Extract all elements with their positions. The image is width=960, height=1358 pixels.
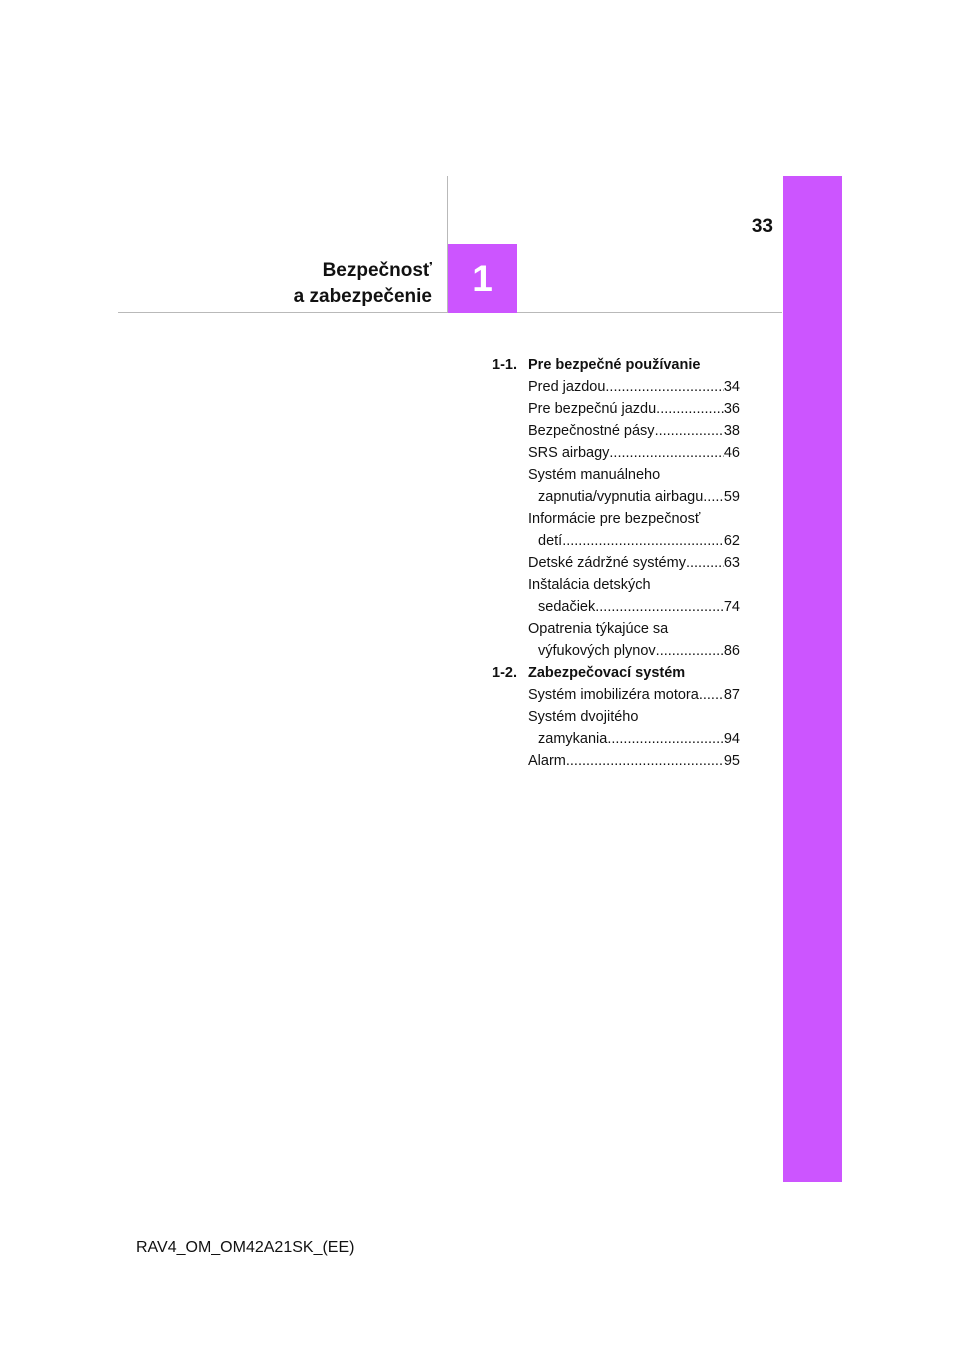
- toc-leader-dots: [609, 442, 723, 464]
- chapter-title-line-2: a zabezpečenie: [293, 286, 432, 307]
- toc-entry-title: Pred jazdou: [528, 379, 606, 395]
- table-of-contents: [492, 354, 740, 772]
- toc-leader-dots: [566, 750, 724, 772]
- toc-entry-page: 59: [723, 489, 740, 505]
- toc-entry-title: Systém imobilizéra motora: [528, 687, 699, 703]
- toc-entry-title: Detské zádržné systémy: [528, 555, 686, 571]
- toc-entry-title: Alarm: [528, 753, 566, 769]
- toc-entry-page: 87: [723, 687, 740, 703]
- toc-section-title: Pre bezpečné používanie: [528, 357, 701, 373]
- toc-entry[interactable]: [528, 552, 740, 574]
- toc-entry-page: 63: [723, 555, 740, 571]
- toc-leader-dots: [686, 552, 724, 574]
- toc-entry[interactable]: [528, 750, 740, 772]
- page-number: 33: [751, 216, 773, 237]
- toc-leader-dots: [703, 486, 724, 508]
- toc-entry-title: zapnutia/vypnutia airbagu: [538, 489, 704, 505]
- toc-entry[interactable]: [528, 376, 740, 398]
- toc-entry-title: SRS airbagy: [528, 445, 610, 461]
- chapter-title: [200, 258, 432, 310]
- toc-section-title: Zabezpečovací systém: [528, 665, 686, 681]
- toc-section-heading: [492, 354, 740, 376]
- toc-entry-page: 86: [723, 643, 740, 659]
- chapter-side-tab: [783, 176, 842, 1182]
- toc-entry-title: Bezpečnostné pásy: [528, 423, 655, 439]
- toc-entry-page: 46: [723, 445, 740, 461]
- toc-entry-title: výfukových plynov: [538, 643, 656, 659]
- toc-leader-dots: [605, 376, 723, 398]
- toc-leader-dots: [655, 420, 724, 442]
- toc-entry[interactable]: [528, 684, 740, 706]
- toc-entry[interactable]: [528, 398, 740, 420]
- toc-leader-dots: [595, 596, 724, 618]
- toc-leader-dots: [656, 640, 724, 662]
- toc-entry[interactable]: [528, 464, 740, 508]
- chapter-title-line-1: Bezpečnosť: [322, 260, 432, 281]
- toc-entry[interactable]: [528, 706, 740, 750]
- chapter-number-badge: 1: [448, 244, 517, 313]
- toc-leader-dots: [562, 530, 724, 552]
- toc-entry[interactable]: [528, 508, 740, 552]
- toc-entry-page: 34: [723, 379, 740, 395]
- toc-entry-page: 38: [723, 423, 740, 439]
- toc-entry-title: sedačiek: [538, 599, 596, 615]
- toc-section-number: 1-2.: [492, 665, 517, 681]
- toc-leader-dots: [699, 684, 724, 706]
- toc-entry-title-line-1: Informácie pre bezpečnosť: [528, 511, 701, 527]
- toc-section-number: 1-1.: [492, 357, 517, 373]
- toc-leader-dots: [656, 398, 724, 420]
- toc-entry-page: 62: [723, 533, 740, 549]
- toc-entry[interactable]: [528, 618, 740, 662]
- toc-entry-title: zamykania: [538, 731, 608, 747]
- toc-entry[interactable]: [528, 420, 740, 442]
- toc-entry-page: 94: [723, 731, 740, 747]
- toc-entry-page: 74: [723, 599, 740, 615]
- toc-section-heading: [492, 662, 740, 684]
- toc-entry-title-line-1: Inštalácia detských: [528, 577, 651, 593]
- toc-leader-dots: [607, 728, 724, 750]
- toc-entry-title: Pre bezpečnú jazdu: [528, 401, 657, 417]
- toc-entry-title-line-1: Systém manuálneho: [528, 467, 661, 483]
- toc-entry-page: 95: [723, 753, 740, 769]
- document-code-footer: RAV4_OM_OM42A21SK_(EE): [136, 1239, 355, 1256]
- toc-entry[interactable]: [528, 442, 740, 464]
- toc-entry-title: detí: [538, 533, 563, 549]
- toc-entry-page: 36: [723, 401, 740, 417]
- toc-entry[interactable]: [528, 574, 740, 618]
- toc-entry-title-line-1: Opatrenia týkajúce sa: [528, 621, 669, 637]
- toc-entry-title-line-1: Systém dvojitého: [528, 709, 639, 725]
